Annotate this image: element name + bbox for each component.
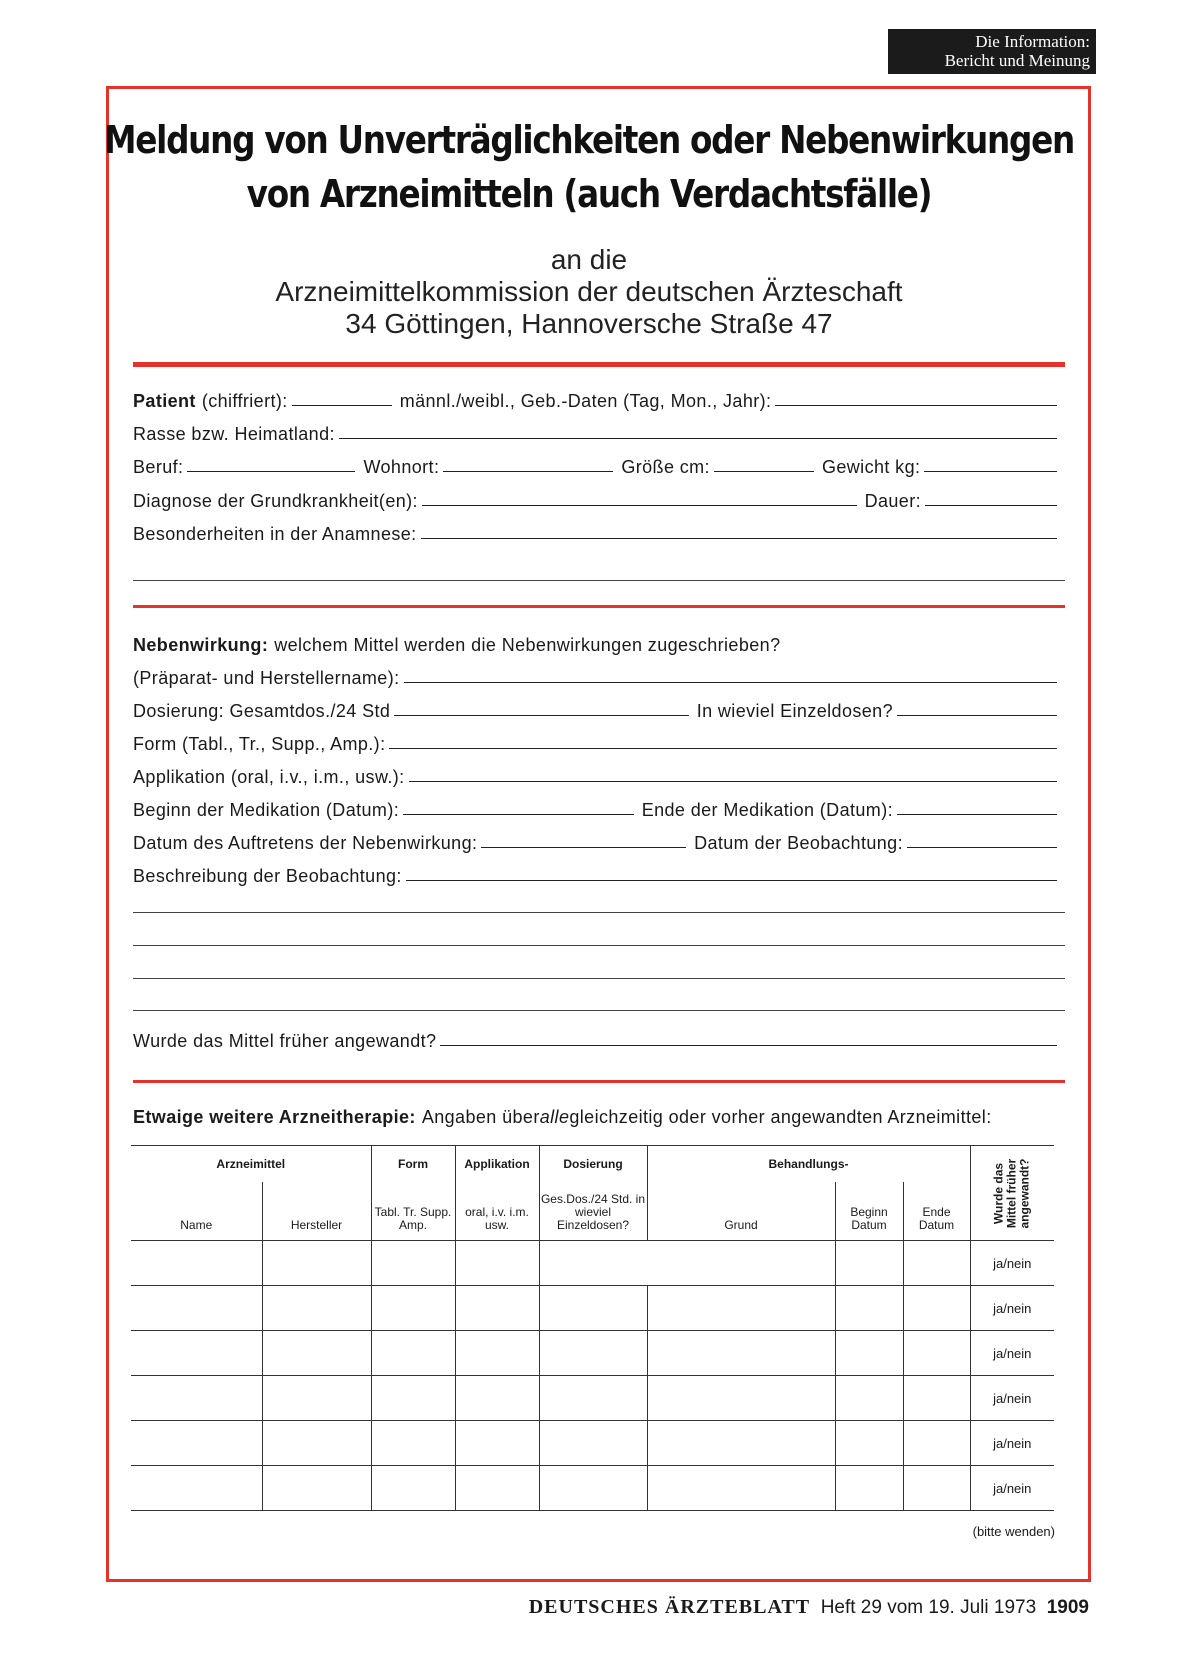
col-head-application: Applikation: [455, 1146, 539, 1183]
table-cell[interactable]: [903, 1466, 970, 1511]
prior-use-rotated-label: Wurde das Mittel früher angewandt?: [991, 1158, 1032, 1229]
patient-code-label: (chiffriert):: [201, 391, 288, 411]
single-doses-field[interactable]: [897, 715, 1057, 716]
height-field[interactable]: [714, 471, 814, 472]
col-head-dosage: Dosierung: [539, 1146, 647, 1183]
form-title-line-2: von Arzneimitteln (auch Verdachtsfälle): [246, 172, 932, 216]
adverse-row-9: [133, 1024, 1065, 1052]
table-cell[interactable]: [131, 1376, 262, 1421]
description-line-5[interactable]: [133, 1010, 1065, 1011]
yes-no-cell[interactable]: ja/nein: [970, 1286, 1054, 1331]
table-cell[interactable]: [455, 1466, 539, 1511]
recipient-line-2: Arzneimittelkommission der deutschen Ärzteschaft: [275, 276, 903, 307]
table-cell[interactable]: [455, 1331, 539, 1376]
prior-use-field[interactable]: [440, 1045, 1057, 1046]
profession-field[interactable]: [187, 471, 355, 472]
table-cell[interactable]: [835, 1241, 903, 1286]
adverse-row-4: [133, 727, 1065, 755]
prior-use-label: Wurde das Mittel früher angewandt?: [133, 1031, 437, 1051]
table-cell[interactable]: [835, 1286, 903, 1331]
table-row: [131, 1241, 1054, 1286]
application-field[interactable]: [409, 781, 1057, 782]
table-cell[interactable]: [131, 1466, 262, 1511]
patient-row-1: [133, 384, 1065, 412]
description-line-4[interactable]: [133, 978, 1065, 979]
table-cell[interactable]: [455, 1421, 539, 1466]
table-cell[interactable]: [903, 1376, 970, 1421]
col-head-start-date: Beginn Datum: [835, 1182, 903, 1241]
table-cell[interactable]: [539, 1241, 647, 1286]
anamnesis-label: Besonderheiten in der Anamnese:: [133, 524, 417, 544]
table-cell[interactable]: [262, 1421, 371, 1466]
table-cell[interactable]: [455, 1241, 539, 1286]
table-cell[interactable]: [455, 1286, 539, 1331]
journal-name: DEUTSCHES ÄRZTEBLATT: [528, 1596, 811, 1618]
table-cell[interactable]: [903, 1241, 970, 1286]
yes-no-cell[interactable]: ja/nein: [970, 1376, 1054, 1421]
dosage-field[interactable]: [394, 715, 688, 716]
table-cell[interactable]: [539, 1286, 647, 1331]
table-cell[interactable]: [262, 1466, 371, 1511]
table-cell[interactable]: [539, 1421, 647, 1466]
adverse-row-1: [133, 628, 1065, 656]
table-cell[interactable]: [539, 1376, 647, 1421]
adverse-row-2: [133, 661, 1065, 689]
duration-label: Dauer:: [864, 491, 921, 511]
medication-table: [131, 1145, 1054, 1511]
table-row: [131, 1421, 1054, 1466]
weight-field[interactable]: [924, 471, 1057, 472]
patient-row-4: [133, 484, 1065, 512]
medication-end-field[interactable]: [897, 814, 1057, 815]
patient-row-5: [133, 517, 1065, 545]
adverse-heading: Nebenwirkung:: [133, 635, 269, 655]
adverse-row-5: [133, 760, 1065, 788]
patient-row-3: [133, 450, 1065, 478]
description-line-2[interactable]: [133, 912, 1065, 913]
table-cell[interactable]: [371, 1421, 455, 1466]
profession-label: Beruf:: [133, 457, 184, 477]
recipient-line-1: an die: [550, 244, 628, 275]
adverse-question: welchem Mittel werden die Nebenwirkungen zugeschrieben?: [274, 635, 781, 655]
table-cell[interactable]: [371, 1241, 455, 1286]
table-cell[interactable]: [835, 1376, 903, 1421]
form-title-line-1: Meldung von Unverträglichkeiten oder Nebenwirkungen: [104, 118, 1074, 162]
table-cell[interactable]: [131, 1241, 262, 1286]
header-divider: [133, 362, 1065, 367]
col-head-drug: Arzneimittel: [216, 1157, 286, 1171]
onset-date-label: Datum des Auftretens der Nebenwirkung:: [133, 833, 478, 853]
table-row: [131, 1331, 1054, 1376]
observation-date-label: Datum der Beobachtung:: [694, 833, 903, 853]
table-cell[interactable]: [262, 1331, 371, 1376]
table-cell[interactable]: [647, 1421, 835, 1466]
dosage-label: Dosierung: Gesamtdos./24 Std: [133, 701, 391, 721]
table-cell[interactable]: [131, 1286, 262, 1331]
table-cell[interactable]: [835, 1331, 903, 1376]
col-head-form: Form: [371, 1146, 455, 1183]
table-cell[interactable]: [903, 1331, 970, 1376]
yes-no-cell[interactable]: ja/nein: [970, 1466, 1054, 1511]
col-head-treatment: Behandlungs-: [647, 1146, 970, 1183]
patient-row-2: [133, 417, 1065, 445]
turn-page-note: (bitte wenden): [972, 1524, 1055, 1539]
residence-field[interactable]: [443, 471, 613, 472]
therapy-text-post: gleichzeitig oder vorher angewandten Arzneimittel:: [569, 1107, 992, 1127]
therapy-heading: Etwaige weitere Arzneitherapie:: [133, 1107, 416, 1127]
medication-end-label: Ende der Medikation (Datum):: [641, 800, 893, 820]
page-number: 1909: [1046, 1597, 1089, 1618]
col-head-end-date: Ende Datum: [903, 1182, 970, 1241]
yes-no-cell[interactable]: ja/nein: [970, 1421, 1054, 1466]
therapy-row: [133, 1100, 1065, 1128]
therapy-text-pre: Angaben über: [421, 1107, 540, 1127]
patient-sex-birth-label: männl./weibl., Geb.-Daten (Tag, Mon., Jahr):: [399, 391, 772, 411]
table-cell[interactable]: [835, 1466, 903, 1511]
product-label: (Präparat- und Herstellername):: [133, 668, 400, 688]
table-cell[interactable]: [647, 1286, 835, 1331]
table-cell[interactable]: [647, 1331, 835, 1376]
residence-label: Wohnort:: [363, 457, 440, 477]
col-head-reason: Grund: [647, 1182, 835, 1241]
application-label: Applikation (oral, i.v., i.m., usw.):: [133, 767, 405, 787]
table-cell[interactable]: [371, 1286, 455, 1331]
race-field[interactable]: [339, 438, 1057, 439]
diagnosis-field[interactable]: [422, 505, 857, 506]
table-cell[interactable]: [371, 1466, 455, 1511]
adverse-row-6: [133, 793, 1065, 821]
patient-code-field[interactable]: [292, 405, 392, 406]
form-label: Form (Tabl., Tr., Supp., Amp.):: [133, 734, 386, 754]
adverse-divider: [133, 1080, 1065, 1083]
adverse-row-3: [133, 694, 1065, 722]
table-cell[interactable]: [539, 1466, 647, 1511]
race-label: Rasse bzw. Heimatland:: [133, 424, 335, 444]
single-doses-label: In wieviel Einzeldosen?: [696, 701, 893, 721]
table-cell[interactable]: [262, 1376, 371, 1421]
weight-label: Gewicht kg:: [821, 457, 921, 477]
table-cell[interactable]: [835, 1421, 903, 1466]
table-cell[interactable]: [371, 1331, 455, 1376]
table-cell[interactable]: [903, 1286, 970, 1331]
table-cell[interactable]: [903, 1421, 970, 1466]
section-tag-line-1: Die Information:: [975, 32, 1090, 51]
product-field[interactable]: [404, 682, 1057, 683]
medication-start-label: Beginn der Medikation (Datum):: [133, 800, 400, 820]
table-row: [131, 1466, 1054, 1511]
table-cell[interactable]: [647, 1376, 835, 1421]
table-cell[interactable]: [455, 1376, 539, 1421]
table-row: [131, 1286, 1054, 1331]
therapy-text-em: alle: [539, 1107, 570, 1127]
col-head-manufacturer: Hersteller: [262, 1182, 371, 1241]
table-cell[interactable]: [131, 1421, 262, 1466]
table-cell[interactable]: [539, 1331, 647, 1376]
table-cell[interactable]: [647, 1241, 835, 1286]
col-head-dosage-sub: Ges.Dos./24 Std. in wieviel Einzeldosen?: [539, 1182, 647, 1241]
adverse-row-7: [133, 826, 1065, 854]
anamnesis-field[interactable]: [421, 538, 1057, 539]
patient-heading: Patient: [133, 391, 196, 411]
description-line-3[interactable]: [133, 945, 1065, 946]
col-head-name: Name: [180, 1218, 213, 1232]
section-tag-line-2: Bericht und Meinung: [944, 51, 1090, 70]
section-tag: [888, 29, 1096, 74]
table-cell[interactable]: [131, 1331, 262, 1376]
diagnosis-label: Diagnose der Grundkrankheit(en):: [133, 491, 418, 511]
table-row: [131, 1376, 1054, 1421]
form-field[interactable]: [389, 748, 1057, 749]
description-label: Beschreibung der Beobachtung:: [133, 866, 402, 886]
recipient-line-3: 34 Göttingen, Hannoversche Straße 47: [345, 308, 833, 339]
yes-no-cell[interactable]: ja/nein: [970, 1331, 1054, 1376]
duration-field[interactable]: [925, 505, 1057, 506]
patient-birth-field[interactable]: [775, 405, 1057, 406]
height-label: Größe cm:: [621, 457, 710, 477]
col-head-application-sub: oral, i.v. i.m. usw.: [455, 1182, 539, 1241]
yes-no-cell[interactable]: ja/nein: [970, 1241, 1054, 1286]
adverse-row-8: [133, 859, 1065, 887]
table-cell[interactable]: [262, 1286, 371, 1331]
col-head-prior-use: [970, 1146, 1054, 1241]
page-footer: [529, 1596, 1089, 1619]
col-head-form-sub: Tabl. Tr. Supp. Amp.: [371, 1182, 455, 1241]
table-cell[interactable]: [647, 1466, 835, 1511]
table-cell[interactable]: [371, 1376, 455, 1421]
anamnesis-extra-line[interactable]: [133, 580, 1065, 581]
description-field[interactable]: [406, 880, 1057, 881]
table-cell[interactable]: [262, 1241, 371, 1286]
patient-divider: [133, 605, 1065, 608]
onset-date-field[interactable]: [481, 847, 686, 848]
issue-info: Heft 29 vom 19. Juli 1973: [820, 1597, 1037, 1618]
observation-date-field[interactable]: [907, 847, 1057, 848]
medication-start-field[interactable]: [403, 814, 634, 815]
